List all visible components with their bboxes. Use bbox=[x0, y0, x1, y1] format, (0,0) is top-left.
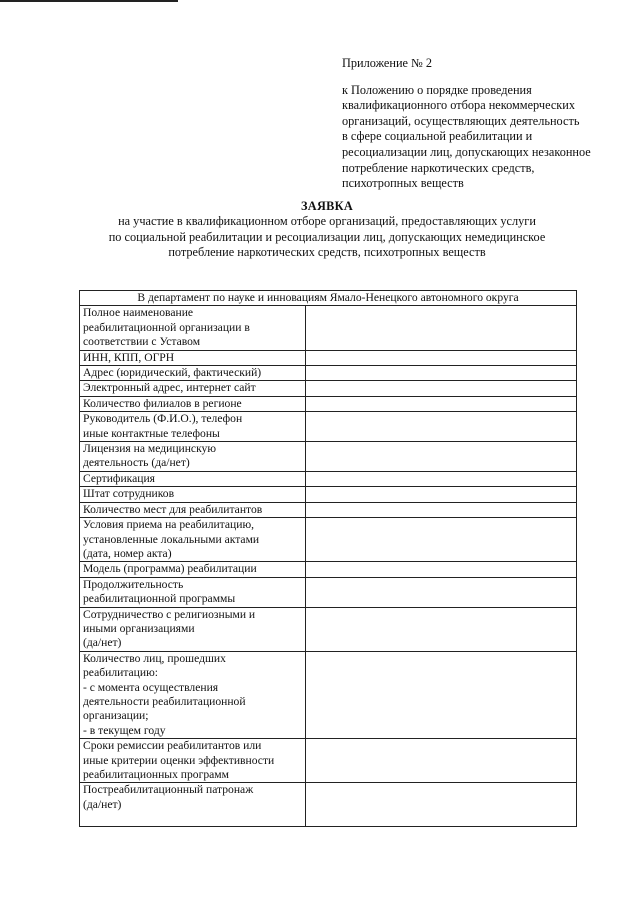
field-label bbox=[80, 350, 306, 365]
field-label-line: Сотрудничество с религиозными и bbox=[83, 607, 256, 621]
field-label-line: реабилитацию: bbox=[83, 666, 158, 680]
field-label bbox=[80, 487, 306, 502]
appendix-line: организаций, осуществляющих деятельность bbox=[342, 113, 580, 128]
table-row bbox=[80, 651, 577, 738]
field-label bbox=[80, 577, 306, 607]
field-label-line: иные критерии оценки эффективности bbox=[83, 753, 275, 767]
field-label-line: реабилитационной организации в bbox=[83, 320, 250, 334]
field-value-cell[interactable] bbox=[306, 487, 577, 502]
table-row bbox=[80, 502, 577, 517]
field-value-cell[interactable] bbox=[306, 739, 577, 783]
field-label-line: Полное наименование bbox=[83, 306, 194, 320]
title-line: потребление наркотических средств, психотропных веществ bbox=[168, 245, 486, 260]
document-title bbox=[90, 199, 564, 261]
appendix-line: ресоциализации лиц, допускающих незаконное bbox=[342, 144, 591, 159]
table-row bbox=[80, 366, 577, 381]
field-label bbox=[80, 783, 306, 827]
field-label-line: - с момента осуществления bbox=[83, 680, 219, 694]
field-label-line: соответствии с Уставом bbox=[83, 335, 201, 349]
form-body bbox=[80, 306, 577, 827]
field-label-line: Условия приема на реабилитацию, bbox=[83, 518, 255, 532]
table-row bbox=[80, 577, 577, 607]
field-label-line: Адрес (юридический, фактический) bbox=[83, 366, 262, 380]
top-rule bbox=[0, 0, 178, 2]
field-label-line: Сроки ремиссии реабилитантов или bbox=[83, 739, 262, 753]
field-label-line: реабилитационных программ bbox=[83, 768, 229, 781]
field-label-line: Лицензия на медицинскую bbox=[83, 442, 217, 456]
appendix-line: психотропных веществ bbox=[342, 176, 464, 191]
field-label bbox=[80, 412, 306, 442]
field-label bbox=[80, 381, 306, 396]
field-label-line: ИНН, КПП, ОГРН bbox=[83, 350, 175, 364]
appendix-number: Приложение № 2 bbox=[342, 56, 433, 70]
field-value-cell[interactable] bbox=[306, 306, 577, 350]
table-row bbox=[80, 412, 577, 442]
table-row bbox=[80, 350, 577, 365]
field-label-line: Количество мест для реабилитантов bbox=[83, 502, 263, 516]
field-value-cell[interactable] bbox=[306, 562, 577, 577]
field-label bbox=[80, 562, 306, 577]
title-word: ЗАЯВКА bbox=[300, 199, 354, 213]
field-label bbox=[80, 607, 306, 651]
title-line: на участие в квалификационном отборе организаций, предоставляющих услуги bbox=[118, 214, 536, 229]
field-label bbox=[80, 442, 306, 472]
field-label-line: Электронный адрес, интернет сайт bbox=[83, 381, 256, 395]
table-row bbox=[80, 396, 577, 411]
table-row bbox=[80, 518, 577, 562]
title-line: по социальной реабилитации и ресоциализации лиц, допускающих немедицинское bbox=[108, 229, 546, 244]
field-label bbox=[80, 366, 306, 381]
field-value-cell[interactable] bbox=[306, 577, 577, 607]
field-value-cell[interactable] bbox=[306, 651, 577, 738]
field-label-line: реабилитационной программы bbox=[83, 592, 236, 606]
field-value-cell[interactable] bbox=[306, 442, 577, 472]
field-label bbox=[80, 471, 306, 486]
table-header: В департамент по науке и инновациям Ямало-Ненецкого автономного округа bbox=[80, 291, 577, 306]
field-value-cell[interactable] bbox=[306, 607, 577, 651]
field-value-cell[interactable] bbox=[306, 366, 577, 381]
field-label-line: Сертификация bbox=[83, 471, 155, 485]
table-row bbox=[80, 471, 577, 486]
field-label-line: Постреабилитационный патронаж bbox=[83, 783, 254, 797]
field-label-line: деятельность (да/нет) bbox=[83, 456, 190, 470]
field-label-line: Штат сотрудников bbox=[83, 487, 175, 501]
table-row bbox=[80, 306, 577, 350]
field-label-line: установленные локальными актами bbox=[83, 532, 260, 546]
table-row bbox=[80, 607, 577, 651]
appendix-line: в сфере социальной реабилитации и bbox=[342, 129, 533, 144]
field-label bbox=[80, 651, 306, 738]
table-row bbox=[80, 442, 577, 472]
field-label-line: Модель (программа) реабилитации bbox=[83, 562, 257, 576]
appendix-line: потребление наркотических средств, bbox=[342, 160, 535, 175]
field-label-line: Продолжительность bbox=[83, 577, 184, 591]
field-label-line: деятельности реабилитационной bbox=[83, 694, 246, 708]
field-value-cell[interactable] bbox=[306, 412, 577, 442]
field-label-line: - в текущем году bbox=[83, 723, 166, 737]
table-header-row bbox=[80, 291, 577, 306]
field-label-line: (дата, номер акта) bbox=[83, 546, 172, 560]
field-value-cell[interactable] bbox=[306, 783, 577, 827]
field-value-cell[interactable] bbox=[306, 350, 577, 365]
field-value-cell[interactable] bbox=[306, 502, 577, 517]
appendix-line: к Положению о порядке проведения bbox=[342, 82, 532, 97]
field-value-cell[interactable] bbox=[306, 396, 577, 411]
field-label-line: иными организациями bbox=[83, 621, 195, 635]
field-label bbox=[80, 502, 306, 517]
field-label bbox=[80, 518, 306, 562]
field-label-line: (да/нет) bbox=[83, 797, 122, 811]
field-label-line: Руководитель (Ф.И.О.), телефон bbox=[83, 412, 243, 426]
table-row bbox=[80, 783, 577, 827]
field-label bbox=[80, 739, 306, 783]
table-row bbox=[80, 381, 577, 396]
field-label-line: Количество филиалов в регионе bbox=[83, 396, 242, 410]
field-label-line: Количество лиц, прошедших bbox=[83, 651, 226, 665]
field-value-cell[interactable] bbox=[306, 471, 577, 486]
table-row bbox=[80, 739, 577, 783]
field-value-cell[interactable] bbox=[306, 518, 577, 562]
field-label-line: иные контактные телефоны bbox=[83, 426, 220, 440]
table-row bbox=[80, 562, 577, 577]
field-label-line: организации; bbox=[83, 709, 149, 723]
field-label-line: (да/нет) bbox=[83, 636, 122, 650]
appendix-block bbox=[342, 56, 622, 192]
field-label bbox=[80, 396, 306, 411]
application-form-table bbox=[79, 290, 577, 827]
table-row bbox=[80, 487, 577, 502]
field-value-cell[interactable] bbox=[306, 381, 577, 396]
field-label bbox=[80, 306, 306, 350]
appendix-line: квалификационного отбора некоммерческих bbox=[342, 98, 575, 113]
